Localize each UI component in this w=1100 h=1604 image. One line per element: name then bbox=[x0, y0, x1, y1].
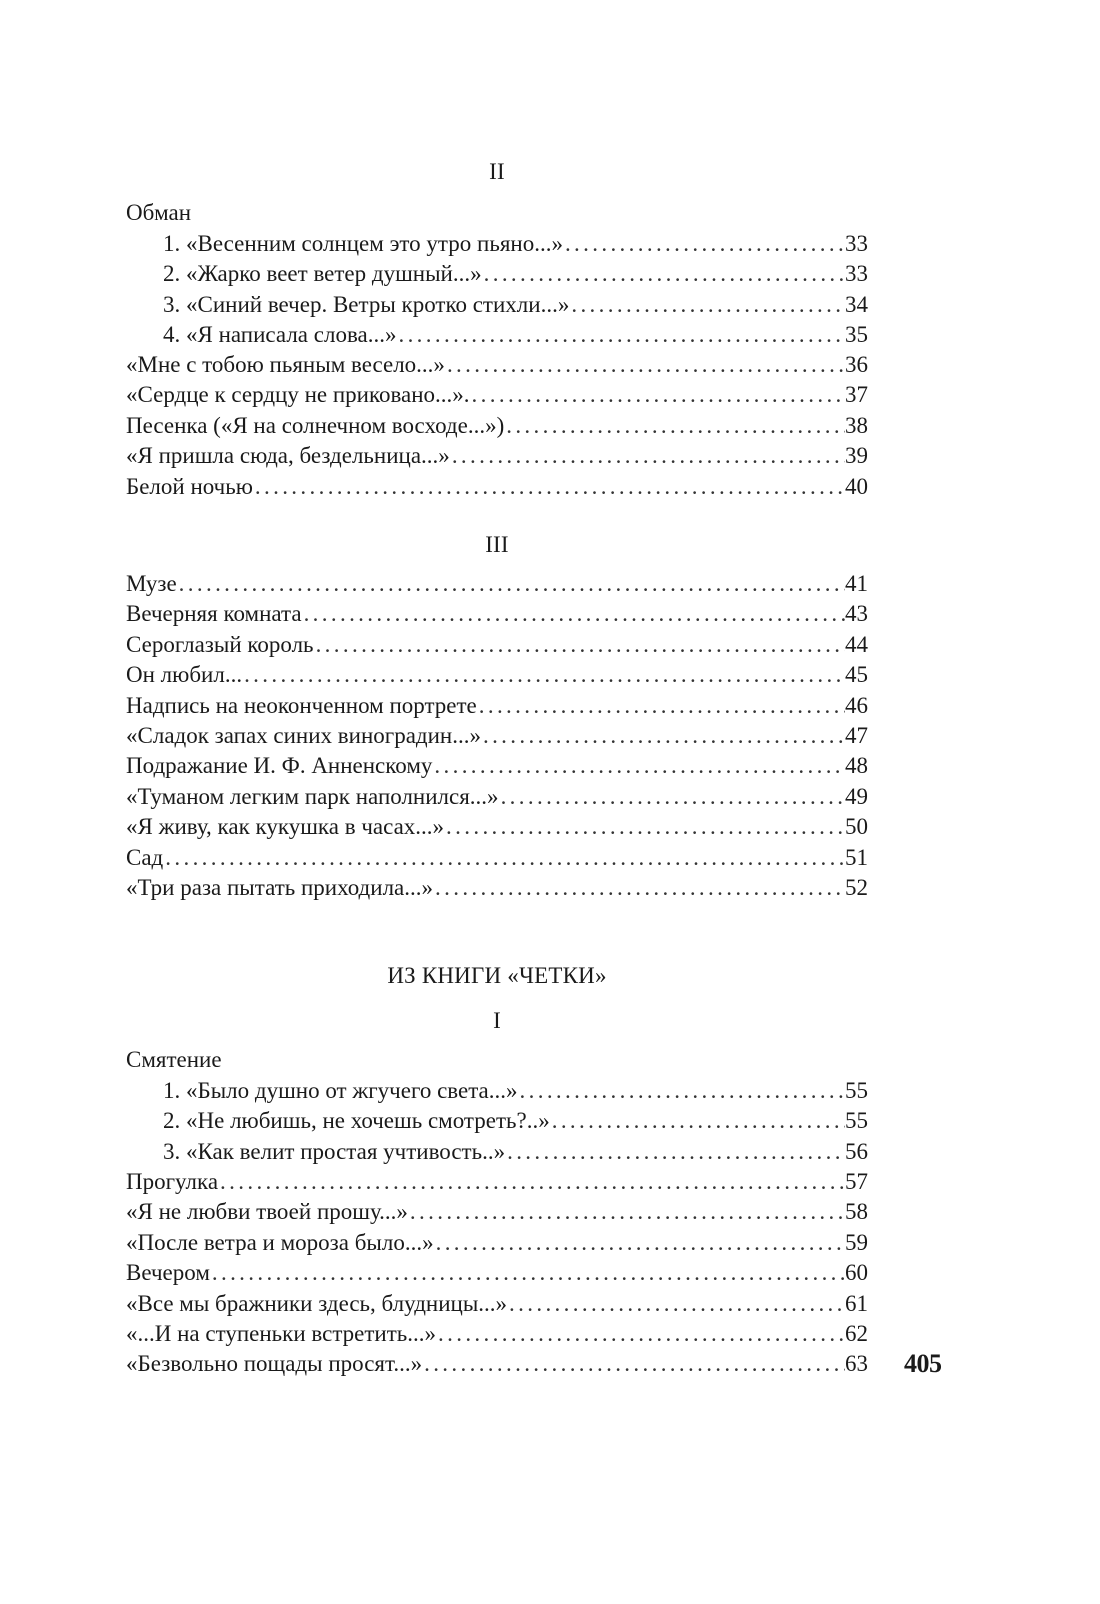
entry-title: Сад bbox=[126, 844, 164, 870]
dot-leader bbox=[436, 1228, 845, 1258]
entry-page: 37 bbox=[845, 382, 868, 408]
page-number: 405 bbox=[904, 1349, 942, 1378]
entry-title: 3. «Синий вечер. Ветры кротко стихли...» bbox=[163, 291, 570, 317]
section-heading-iii: III bbox=[485, 532, 509, 557]
entry-page: 50 bbox=[845, 814, 868, 840]
dot-leader bbox=[434, 751, 845, 781]
dot-leader bbox=[571, 290, 845, 320]
entry-page: 40 bbox=[845, 473, 868, 499]
group-title-smyatenie: Смятение bbox=[126, 1047, 222, 1072]
dot-leader bbox=[446, 812, 845, 842]
group-title-obman: Обман bbox=[126, 200, 192, 225]
toc-entry bbox=[126, 660, 868, 690]
entry-title: 1. «Было душно от жгучего света...» bbox=[163, 1078, 518, 1103]
toc-entry bbox=[163, 1076, 868, 1106]
entry-page: 56 bbox=[845, 1138, 868, 1164]
toc-entry bbox=[163, 1137, 868, 1167]
entry-page: 33 bbox=[845, 231, 868, 256]
entry-title: 3. «Как велит простая учтивость..» bbox=[163, 1138, 506, 1164]
toc-entry bbox=[126, 630, 868, 660]
dot-leader bbox=[472, 380, 845, 410]
entry-title: «Сердце к сердцу не приковано...». bbox=[126, 382, 470, 408]
entry-title: 2. «Не любишь, не хочешь смотреть?..» bbox=[163, 1108, 550, 1134]
toc-entry bbox=[126, 1258, 868, 1288]
entry-page: 48 bbox=[845, 753, 868, 779]
entry-title: Вечером bbox=[126, 1260, 210, 1286]
entry-title: «Безвольно пощады просят...» bbox=[126, 1351, 423, 1377]
dot-leader bbox=[398, 320, 845, 350]
part-heading-i: I bbox=[493, 1008, 501, 1033]
toc-entry bbox=[126, 751, 868, 781]
entry-title: «Все мы бражники здесь, блудницы...» bbox=[126, 1290, 508, 1316]
entry-title: «Сладок запах синих виноградин...» bbox=[126, 723, 481, 748]
entry-page: 33 bbox=[845, 261, 868, 287]
toc-entry bbox=[163, 259, 868, 289]
entry-page: 34 bbox=[845, 291, 868, 317]
dot-leader bbox=[479, 691, 845, 721]
entry-title: «Мне с тобою пьяным весело...» bbox=[126, 352, 445, 377]
entry-title: 2. «Жарко веет ветер душный...» bbox=[163, 261, 482, 287]
toc-entry bbox=[126, 1197, 868, 1227]
dot-leader bbox=[304, 599, 845, 629]
entry-title: Прогулка bbox=[126, 1169, 219, 1194]
toc-entry bbox=[163, 320, 868, 350]
dot-leader bbox=[501, 782, 845, 812]
entry-title: Песенка («Я на солнечном восходе...») bbox=[126, 412, 505, 438]
dot-leader bbox=[255, 472, 845, 502]
dot-leader bbox=[509, 1289, 845, 1319]
toc-entry bbox=[126, 350, 868, 380]
entry-page: 52 bbox=[845, 875, 868, 900]
entry-page: 36 bbox=[845, 352, 868, 377]
dot-leader bbox=[483, 721, 845, 751]
entry-page: 43 bbox=[845, 601, 868, 627]
dot-leader bbox=[410, 1197, 845, 1227]
toc-entry bbox=[126, 873, 868, 903]
entry-page: 62 bbox=[845, 1321, 868, 1346]
entry-title: Белой ночью bbox=[126, 473, 253, 499]
entry-page: 44 bbox=[845, 631, 868, 657]
entry-page: 55 bbox=[845, 1108, 868, 1134]
toc-entry bbox=[126, 691, 868, 721]
dot-leader bbox=[506, 411, 845, 441]
dot-leader bbox=[447, 350, 845, 380]
dot-leader bbox=[179, 569, 845, 599]
toc-entry bbox=[126, 411, 868, 441]
dot-leader bbox=[507, 1137, 845, 1167]
toc-entry bbox=[163, 1106, 868, 1136]
entry-title: «Три раза пытать приходила...» bbox=[126, 875, 434, 900]
entry-page: 55 bbox=[845, 1078, 868, 1103]
toc-entry bbox=[126, 380, 868, 410]
toc-entry bbox=[126, 472, 868, 502]
entry-page: 49 bbox=[845, 783, 868, 809]
entry-page: 46 bbox=[845, 692, 868, 718]
entry-title: Сероглазый король bbox=[126, 631, 314, 657]
entry-title: «Туманом легким парк наполнился...» bbox=[126, 783, 499, 809]
dot-leader bbox=[424, 1349, 845, 1379]
dot-leader bbox=[452, 441, 845, 471]
entry-page: 47 bbox=[845, 723, 868, 748]
entry-page: 38 bbox=[845, 412, 868, 438]
entry-title: Он любил... bbox=[126, 662, 243, 688]
entry-title: «Я пришла сюда, бездельница...» bbox=[126, 443, 450, 469]
entry-title: Надпись на неоконченном портрете bbox=[126, 692, 477, 718]
toc-entry bbox=[126, 721, 868, 751]
dot-leader bbox=[565, 229, 845, 259]
entry-page: 51 bbox=[845, 844, 868, 870]
section-heading-ii: II bbox=[489, 159, 505, 184]
entry-page: 35 bbox=[845, 322, 868, 348]
toc-entry bbox=[126, 812, 868, 842]
entry-title: «...И на ступеньки встретить...» bbox=[126, 1321, 437, 1346]
dot-leader bbox=[212, 1258, 845, 1288]
dot-leader bbox=[435, 873, 845, 903]
entry-page: 57 bbox=[845, 1169, 868, 1194]
dot-leader bbox=[484, 259, 845, 289]
entry-page: 59 bbox=[845, 1229, 868, 1255]
entry-title: Музе bbox=[126, 571, 177, 596]
toc-entry bbox=[126, 569, 868, 599]
entry-title: «После ветра и мороза было...» bbox=[126, 1229, 434, 1255]
entry-page: 63 bbox=[845, 1351, 868, 1377]
toc-entry bbox=[126, 1289, 868, 1319]
toc-entry bbox=[163, 290, 868, 320]
toc-entry bbox=[126, 441, 868, 471]
dot-leader bbox=[220, 1167, 845, 1197]
entry-page: 58 bbox=[845, 1199, 868, 1225]
entry-page: 41 bbox=[845, 571, 868, 596]
toc-entry bbox=[163, 229, 868, 259]
entry-title: «Я не любви твоей прошу...» bbox=[126, 1199, 408, 1225]
entry-title: 4. «Я написала слова...» bbox=[163, 322, 397, 348]
entry-page: 45 bbox=[845, 662, 868, 688]
entry-page: 39 bbox=[845, 443, 868, 469]
toc-entry bbox=[126, 1228, 868, 1258]
entry-title: Подражание И. Ф. Анненскому bbox=[126, 753, 433, 779]
book-heading: ИЗ КНИГИ «ЧЕТКИ» bbox=[387, 963, 607, 988]
entry-page: 61 bbox=[845, 1290, 868, 1316]
entry-title: Вечерняя комната bbox=[126, 601, 302, 627]
toc-entry bbox=[126, 1349, 868, 1379]
toc-entry bbox=[126, 843, 868, 873]
toc-entry bbox=[126, 1167, 868, 1197]
entry-page: 60 bbox=[845, 1260, 868, 1286]
toc-entry bbox=[126, 599, 868, 629]
entry-title: 1. «Весенним солнцем это утро пьяно...» bbox=[163, 231, 563, 256]
toc-entry bbox=[126, 782, 868, 812]
dot-leader bbox=[165, 843, 845, 873]
dot-leader bbox=[520, 1076, 845, 1106]
entry-title: «Я живу, как кукушка в часах...» bbox=[126, 814, 445, 840]
dot-leader bbox=[244, 660, 845, 690]
dot-leader bbox=[438, 1319, 845, 1349]
dot-leader bbox=[316, 630, 845, 660]
dot-leader bbox=[552, 1106, 845, 1136]
toc-entry bbox=[126, 1319, 868, 1349]
